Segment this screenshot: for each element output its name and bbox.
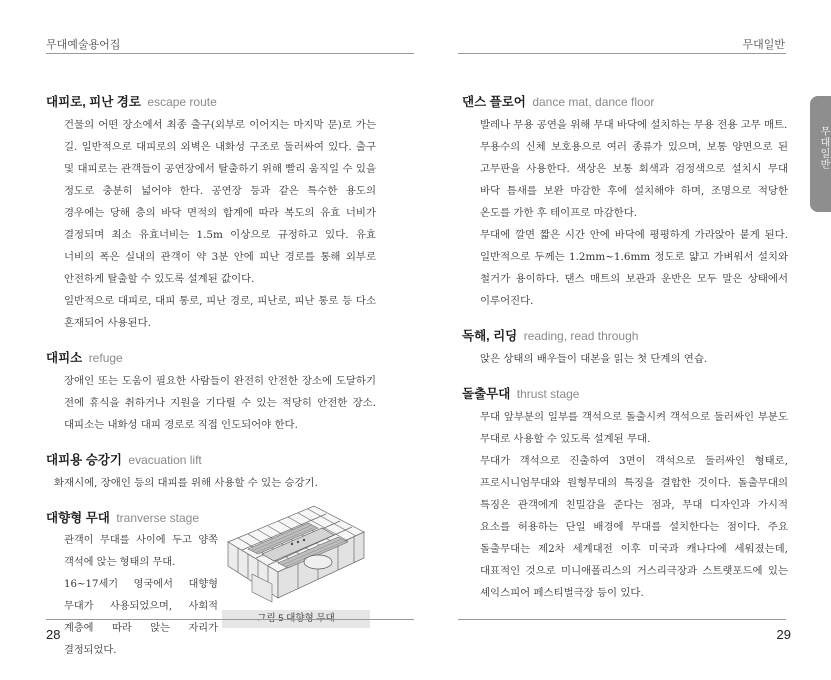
definition-paragraph: 무대 앞부분의 일부를 객석으로 돌출시켜 객석으로 둘러싸인 부분도 무대로 사용할 수 있도록 설계된 무대. — [480, 411, 788, 445]
term-english: escape route — [147, 95, 217, 109]
entry-heading — [46, 348, 376, 368]
term-english: reading, read through — [523, 329, 639, 343]
definition-paragraph: 앉은 상태의 배우들이 대본을 읽는 첫 단계의 연습. — [480, 353, 708, 365]
transverse-stage-figure — [222, 502, 370, 628]
entry-definition — [46, 472, 376, 494]
term-korean: 돌출무대 — [462, 387, 511, 401]
definition-paragraph: 발레나 무용 공연을 위해 무대 바닥에 설치하는 무용 전용 고무 매트. — [480, 119, 788, 131]
definition-paragraph: 무대에 깔면 짧은 시간 안에 바닥에 평평하게 가라앉아 붙게 된다. 일반적으로 두께는 1.2mm~1.6mm 정도로 얇고 가벼워서 설치와 철거가 용이하다. 댄스 매트의 보관과 운반은 모두 말은 상태에서 이루어진다. — [480, 229, 788, 307]
entry-evacuation-lift — [46, 450, 376, 494]
term-english: refuge — [88, 351, 123, 365]
definition-paragraph: 무대가 객석으로 진출하여 3면이 객석으로 둘러싸인 형태로, 프로시니엄무대와 원형무대의 특징을 결합한 것이다. 돌출무대의 특징은 관객에게 친밀감을 준다는 점과, 무대 디자인과 가시적 요소를 허용하는 단일 배경에 무대를 설치한다는 점이다. 주요 돌출무대는 제2차 세계대전 이후 미국과 캐나다에 세워졌는데, 대표적인 것으로 미니애폴리스의 거스리극장과 스트랫포드에 있는 셰익스피어 페스티벌극장 등이 있다. — [480, 455, 788, 599]
page-number-left: 28 — [46, 627, 61, 642]
definition-paragraph: 장애인 또는 도움이 필요한 사람들이 완전히 안전한 장소에 도달하기 전에 휴식을 취하거나 지원을 기다릴 수 있는 적당히 안전한 장소. 대피소는 내화성 대피 경로로 직접 인도되어야 한다. — [64, 375, 376, 431]
page-number-right: 29 — [776, 627, 791, 642]
header-rule-left — [46, 53, 414, 54]
entry-definition — [46, 370, 376, 436]
footer-rule-right — [458, 619, 786, 620]
entry-escape-route — [46, 92, 376, 334]
section-thumb-tab-label: 무대일반 — [818, 126, 829, 170]
definition-paragraph: 무용수의 신체 보호용으로 여러 종류가 있으며, 보통 양면으로 된 고무판을 사용한다. 색상은 보통 회색과 검정색으로 설치시 무대 바닥 틈새를 보완 마감한 후에 설치해야 하며, 조명으로 적당한 온도를 가한 후 테이프로 마감한다. — [480, 141, 788, 219]
entry-definition — [46, 114, 376, 334]
entry-thrust-stage — [462, 384, 788, 604]
entry-definition — [462, 348, 788, 370]
term-korean: 댄스 플로어 — [462, 95, 526, 109]
term-korean: 독해, 리딩 — [462, 329, 518, 343]
term-korean: 대피로, 피난 경로 — [46, 95, 141, 109]
right-page-column — [462, 92, 788, 620]
entry-reading — [462, 326, 788, 370]
definition-paragraph: 화재시에, 장애인 등의 대피를 위해 사용할 수 있는 승강기. — [54, 477, 318, 489]
entry-definition — [462, 406, 788, 604]
running-head-left: 무대예술용어집 — [46, 39, 121, 51]
definition-paragraph: 16~17세기 영국에서 대향형 무대가 사용되었으며, 사회적 계층에 따라 앉는 자리가 결정되었다. — [64, 579, 218, 656]
definition-paragraph: 관객이 무대를 사이에 두고 양쪽 객석에 앉는 형태의 무대. — [64, 535, 218, 568]
term-korean: 대피용 승강기 — [46, 453, 122, 467]
left-page-column — [46, 92, 376, 656]
term-korean: 대향형 무대 — [46, 511, 110, 525]
running-head-right: 무대일반 — [742, 39, 785, 51]
term-english: tranverse stage — [116, 511, 200, 525]
entry-heading — [462, 326, 788, 346]
entry-heading — [462, 384, 788, 404]
term-korean: 대피소 — [46, 351, 83, 365]
term-english: evacuation lift — [128, 453, 202, 467]
entry-definition — [462, 114, 788, 312]
entry-dance-floor — [462, 92, 788, 312]
entry-refuge — [46, 348, 376, 436]
definition-paragraph: 일반적으로 대피로, 대피 통로, 피난 경로, 피난로, 피난 통로 등 다소 혼재되어 사용된다. — [64, 295, 376, 329]
entry-heading — [462, 92, 788, 112]
entry-definition — [46, 530, 218, 662]
definition-paragraph: 건물의 어떤 장소에서 최종 출구(외부로 이어지는 마지막 문)로 가는 길. 일반적으로 대피로의 외벽은 내화성 구조로 둘러싸여 있다. 출구 및 대피로는 관객들이 공연장에서 탈출하기 위해 빨리 움직일 수 있을 정도로 충분히 넓어야 한다. 공연장 등과 같은 특수한 용도의 경우에는 당해 층의 바닥 면적의 합계에 따라 복도의 유효 너비가 결정되며 최소 유효너비는 1.5m 이상으로 규정하고 있다. 유효 너비의 폭은 실내의 관객이 약 3분 안에 피난 경로를 통해 외부로 안전하게 탈출할 수 있도록 설계된 값이다. — [64, 119, 376, 285]
footer-rule-left — [46, 619, 414, 620]
transverse-stage-illustration — [222, 502, 368, 604]
header-rule-right — [458, 53, 786, 54]
term-english: thrust stage — [516, 387, 580, 401]
entry-heading — [46, 450, 376, 470]
entry-heading — [46, 92, 376, 112]
term-english: dance mat, dance floor — [532, 95, 655, 109]
section-thumb-tab — [810, 96, 831, 212]
